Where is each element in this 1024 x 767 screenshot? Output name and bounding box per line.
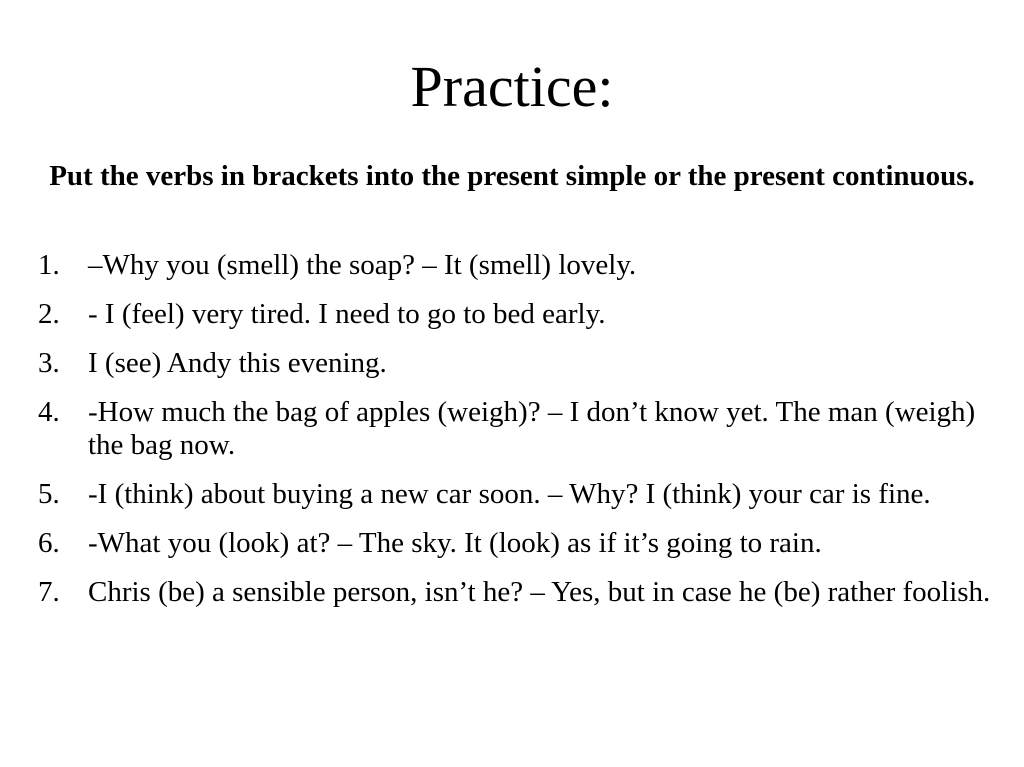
item-number: 3. (38, 347, 60, 379)
item-text: - I (feel) very tired. I need to go to bed early. (88, 298, 606, 330)
item-text: I (see) Andy this evening. (88, 347, 387, 379)
item-text: -How much the bag of apples (weigh)? – I don’t know yet. The man (weigh) the bag now. (88, 396, 976, 461)
exercise-list (38, 249, 998, 625)
list-item (38, 249, 998, 282)
item-number: 2. (38, 298, 60, 330)
item-number: 5. (38, 478, 60, 510)
instruction-text: Put the verbs in brackets into the present simple or the present continuous. (49, 160, 975, 192)
item-text: -I (think) about buying a new car soon. – Why? I (think) your car is fine. (88, 478, 931, 510)
item-text: -What you (look) at? – The sky. It (look) as if it’s going to rain. (88, 527, 822, 559)
list-item (38, 478, 998, 511)
item-number: 7. (38, 576, 60, 608)
item-text: Chris (be) a sensible person, isn’t he? – Yes, but in case he (be) rather foolish. (88, 576, 991, 608)
list-item (38, 576, 998, 609)
list-item (38, 298, 998, 331)
list-item (38, 347, 998, 380)
list-item (38, 527, 998, 560)
slide-title: Practice: (410, 54, 614, 119)
list-item (38, 396, 998, 462)
item-text: –Why you (smell) the soap? – It (smell) lovely. (88, 249, 637, 281)
item-number: 1. (38, 249, 60, 281)
item-number: 6. (38, 527, 60, 559)
item-number: 4. (38, 396, 60, 428)
